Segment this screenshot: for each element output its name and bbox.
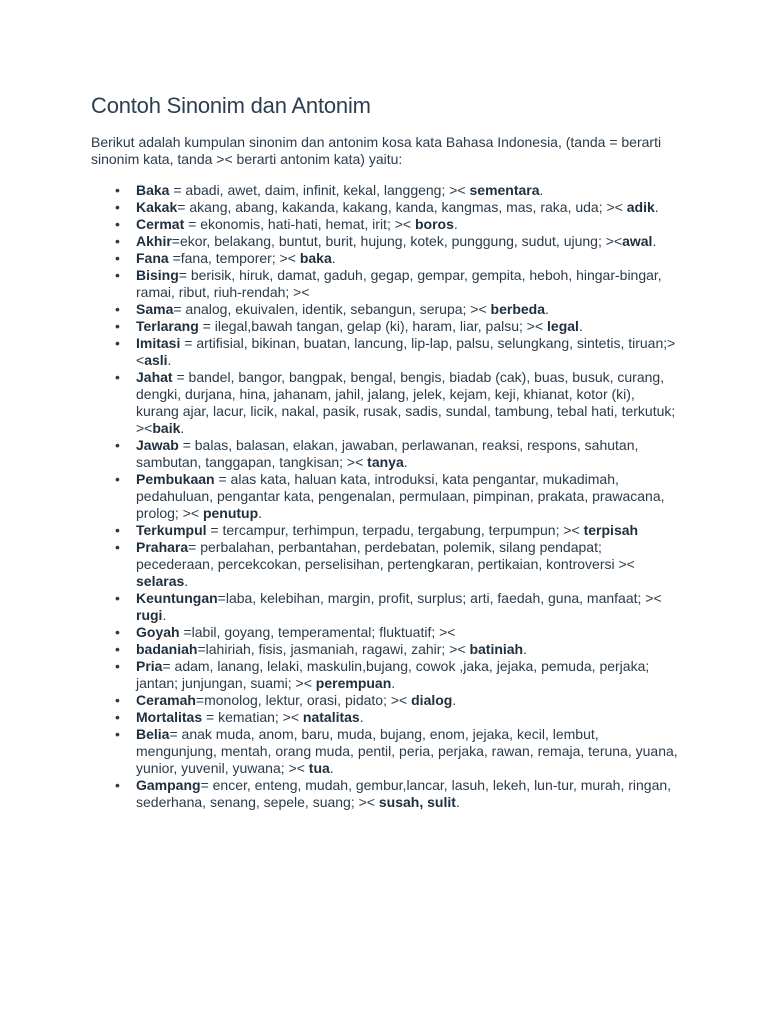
synonyms: = artifisial, bikinan, buatan, lancung, lip-lap, palsu, selungkang, sintetis, tiruan;>< xyxy=(136,335,676,368)
synonyms: =ekor, belakang, buntut, burit, hujung, kotek, punggung, sudut, ujung; >< xyxy=(171,233,623,249)
list-item: • Kakak= akang, abang, kakanda, kakang, kanda, kangmas, mas, raka, uda; >< adik. xyxy=(136,199,681,216)
synonyms: = ekonomis, hati-hati, hemat, irit; >< xyxy=(184,216,415,232)
term: Jawab xyxy=(136,437,179,453)
synonyms: = perbalahan, perbantahan, perdebatan, polemik, silang pendapat; pecederaan, percekcokan, perselisihan, pertengkaran, pertikaian, kontroversi >< xyxy=(136,539,635,572)
antonym: boros xyxy=(414,216,454,232)
term: Keuntungan xyxy=(136,590,218,606)
synonyms: = tercampur, terhimpun, terpadu, tergabung, terpumpun; >< xyxy=(206,522,584,538)
synonyms: = abadi, awet, daim, infinit, kekal, langgeng; >< xyxy=(169,182,470,198)
page-title: Contoh Sinonim dan Antonim xyxy=(91,93,371,118)
antonym: dialog xyxy=(411,692,453,708)
synonym-antonym-list xyxy=(91,182,681,811)
list-item: • Gampang= encer, enteng, mudah, gembur,lancar, lasuh, lekeh, lun-tur, murah, ringan, sederhana, senang, sepele, suang; >< susah, sulit. xyxy=(136,777,681,811)
term: Terlarang xyxy=(136,318,199,334)
antonym: batiniah xyxy=(469,641,524,657)
antonym: selaras xyxy=(136,573,185,589)
document-page xyxy=(91,92,681,811)
synonyms: =lahiriah, fisis, jasmaniah, ragawi, zahir; >< xyxy=(197,641,470,657)
list-item: • Pembukaan = alas kata, haluan kata, introduksi, kata pengantar, mukadimah, pedahuluan, pengantar kata, pengenalan, permulaan, pimpinan, prakata, prawacana, prolog; >< penutup. xyxy=(136,471,681,522)
antonym: baik xyxy=(152,420,181,436)
term: Mortalitas xyxy=(136,709,203,725)
list-item: • Terlarang = ilegal,bawah tangan, gelap (ki), haram, liar, palsu; >< legal. xyxy=(136,318,681,335)
list-item: • Baka = abadi, awet, daim, infinit, kekal, langgeng; >< sementara. xyxy=(136,182,681,199)
term: Prahara xyxy=(136,539,189,555)
list-item: • Belia= anak muda, anom, baru, muda, bujang, enom, jejaka, kecil, lembut, mengunjung, mentah, orang muda, pentil, peria, perjaka, rawan, remaja, teruna, yuana, yunior, yuvenil, yuwana; >< tua. xyxy=(136,726,681,777)
term: Ceramah xyxy=(136,692,196,708)
list-item: • Sama= analog, ekuivalen, identik, sebangun, serupa; >< berbeda. xyxy=(136,301,681,318)
term: Imitasi xyxy=(136,335,181,351)
list-item: • Akhir=ekor, belakang, buntut, burit, hujung, kotek, punggung, sudut, ujung; ><awal. xyxy=(136,233,681,250)
synonyms: = berisik, hiruk, damat, gaduh, gegap, gempar, gempita, heboh, hingar-bingar, ramai, ribut, riuh-rendah; >< xyxy=(136,267,662,300)
term: Pembukaan xyxy=(136,471,215,487)
antonym: asli xyxy=(144,352,168,368)
term: Kakak xyxy=(136,199,178,215)
term: Fana xyxy=(136,250,169,266)
synonyms: = alas kata, haluan kata, introduksi, kata pengantar, mukadimah, pedahuluan, pengantar kata, pengenalan, permulaan, pimpinan, prakata, prawacana, prolog; >< xyxy=(136,471,665,521)
synonyms: = adam, lanang, lelaki, maskulin,bujang, cowok ,jaka, jejaka, pemuda, perjaka; jantan; junjungan, suami; >< xyxy=(136,658,650,691)
list-item: • Jahat = bandel, bangor, bangpak, bengal, bengis, biadab (cak), buas, busuk, curang, dengki, durjana, hina, jahanam, jahil, jalang, jelek, kejam, keji, khianat, kotor (ki), kurang ajar, lacur, licik, nakal, pasik, rusak, sadis, sundal, tambung, tebal hati, terkutuk; ><baik. xyxy=(136,369,681,437)
antonym: rugi xyxy=(136,607,163,623)
antonym: sementara xyxy=(469,182,540,198)
term: Pria xyxy=(136,658,163,674)
antonym: tanya xyxy=(367,454,404,470)
synonyms: = encer, enteng, mudah, gembur,lancar, lasuh, lekeh, lun-tur, murah, ringan, sederhana, senang, sepele, suang; >< xyxy=(136,777,672,810)
term: Terkumpul xyxy=(136,522,207,538)
list-item xyxy=(136,624,681,641)
term: Akhir xyxy=(136,233,172,249)
antonym: berbeda xyxy=(490,301,546,317)
term: badaniah xyxy=(136,641,198,657)
list-item xyxy=(136,267,681,301)
antonym: penutup xyxy=(202,505,259,521)
term: Jahat xyxy=(136,369,173,385)
antonym: adik xyxy=(626,199,655,215)
synonyms: = anak muda, anom, baru, muda, bujang, enom, jejaka, kecil, lembut, mengunjung, mentah, orang muda, pentil, peria, perjaka, rawan, remaja, teruna, yuana, yunior, yuvenil, yuwana; >< xyxy=(136,726,678,776)
list-item: • Pria= adam, lanang, lelaki, maskulin,bujang, cowok ,jaka, jejaka, pemuda, perjaka; jantan; junjungan, suami; >< perempuan. xyxy=(136,658,681,692)
list-item: • Prahara= perbalahan, perbantahan, perdebatan, polemik, silang pendapat; pecederaan, percekcokan, perselisihan, pertengkaran, pertikaian, kontroversi >< selaras. xyxy=(136,539,681,590)
antonym: awal xyxy=(622,233,653,249)
antonym: baka xyxy=(299,250,332,266)
antonym: perempuan xyxy=(315,675,392,691)
list-item: • Jawab = balas, balasan, elakan, jawaban, perlawanan, reaksi, respons, sahutan, sambutan, tanggapan, tangkisan; >< tanya. xyxy=(136,437,681,471)
list-item: • Mortalitas = kematian; >< natalitas. xyxy=(136,709,681,726)
list-item: • Keuntungan=laba, kelebihan, margin, profit, surplus; arti, faedah, guna, manfaat; >< rugi. xyxy=(136,590,681,624)
synonyms: =laba, kelebihan, margin, profit, surplus; arti, faedah, guna, manfaat; >< xyxy=(217,590,662,606)
antonym: legal xyxy=(547,318,579,334)
list-item: • Imitasi = artifisial, bikinan, buatan, lancung, lip-lap, palsu, selungkang, sintetis, tiruan;><asli. xyxy=(136,335,681,369)
antonym: terpisah xyxy=(583,522,639,538)
antonym: natalitas xyxy=(302,709,360,725)
antonym: susah, sulit xyxy=(378,794,456,810)
term: Belia xyxy=(136,726,170,742)
term: Baka xyxy=(136,182,170,198)
term: Goyah xyxy=(136,624,180,640)
list-item: • Cermat = ekonomis, hati-hati, hemat, irit; >< boros. xyxy=(136,216,681,233)
antonym: tua xyxy=(308,760,330,776)
synonyms: =labil, goyang, temperamental; fluktuatif; >< xyxy=(179,624,456,640)
synonyms: =monolog, lektur, orasi, pidato; >< xyxy=(195,692,412,708)
term: Cermat xyxy=(136,216,185,232)
list-item: • badaniah=lahiriah, fisis, jasmaniah, ragawi, zahir; >< batiniah. xyxy=(136,641,681,658)
synonyms: = bandel, bangor, bangpak, bengal, bengis, biadab (cak), buas, busuk, curang, dengki, durjana, hina, jahanam, jahil, jalang, jelek, kejam, keji, khianat, kotor (ki), kurang ajar, lacur, licik, nakal, pasik, rusak, sadis, sundal, tambung, tebal hati, terkutuk; >< xyxy=(136,369,676,436)
term: Sama xyxy=(136,301,174,317)
list-item: • Fana =fana, temporer; >< baka. xyxy=(136,250,681,267)
term: Bising xyxy=(136,267,179,283)
synonyms: = akang, abang, kakanda, kakang, kanda, kangmas, mas, raka, uda; >< xyxy=(177,199,627,215)
synonyms: = analog, ekuivalen, identik, sebangun, serupa; >< xyxy=(173,301,491,317)
synonyms: = kematian; >< xyxy=(202,709,303,725)
synonyms: = balas, balasan, elakan, jawaban, perlawanan, reaksi, respons, sahutan, sambutan, tanggapan, tangkisan; >< xyxy=(136,437,639,470)
intro-paragraph: Berikut adalah kumpulan sinonim dan antonim kosa kata Bahasa Indonesia, (tanda = berarti sinonim kata, tanda >< berarti antonim kata) yaitu: xyxy=(91,134,662,167)
synonyms: =fana, temporer; >< xyxy=(168,250,300,266)
list-item: • Ceramah=monolog, lektur, orasi, pidato; >< dialog. xyxy=(136,692,681,709)
term: Gampang xyxy=(136,777,201,793)
list-item xyxy=(136,522,681,539)
synonyms: = ilegal,bawah tangan, gelap (ki), haram, liar, palsu; >< xyxy=(198,318,548,334)
